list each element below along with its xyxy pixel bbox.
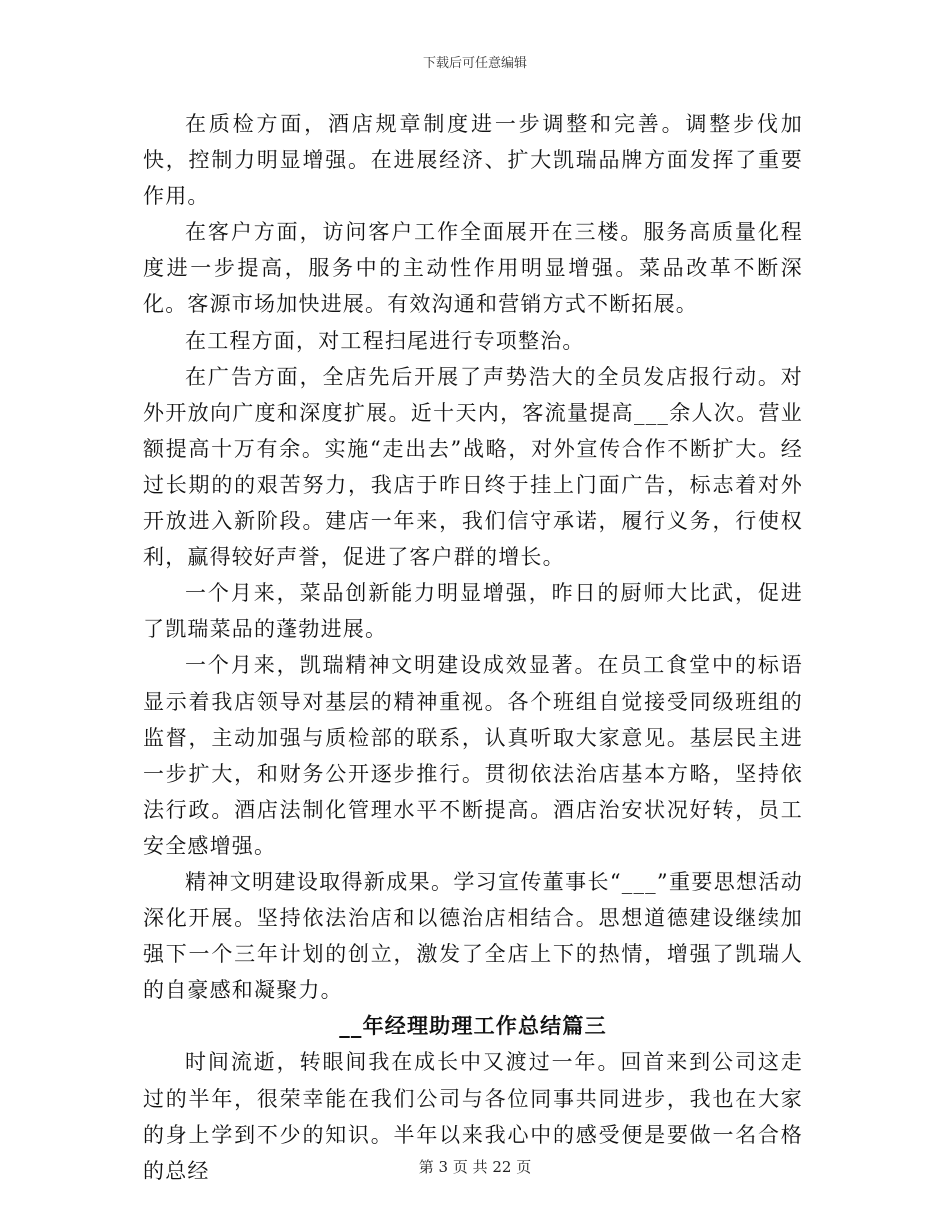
paragraph-civilization: 一个月来，凯瑞精神文明建设成效显著。在员工食堂中的标语显示着我店领导对基层的精神重视。各个班组自觉接受同级班组的监督，主动加强与质检部的联系，认真听取大家意见。基层民主进一步扩大，和财务公开逐步推行。贯彻依法治店基本方略，坚持依法行政。酒店法制化管理水平不断提高。酒店治安状况好转，员工安全感增强。	[143, 653, 803, 858]
paragraph-quality-inspection: 在质检方面，酒店规章制度进一步调整和完善。调整步伐加快，控制力明显增强。在进展经济、扩大凯瑞品牌方面发挥了重要作用。	[143, 112, 803, 209]
paragraph-achievements: 精神文明建设取得新成果。学习宣传董事长“___”重要思想活动深化开展。坚持依法治店和以德治店相结合。思想道德建设继续加强下一个三年计划的创立，激发了全店上下的热情，增强了凯瑞人的自豪感和凝聚力。	[143, 869, 803, 1003]
section-title: __年经理助理工作总结篇三	[339, 1014, 607, 1039]
section-paragraph: 时间流逝，转眼间我在成长中又渡过一年。回首来到公司这走过的半年，很荣幸能在我们公司与各位同事共同进步，我也在大家的身上学到不少的知识。半年以来我心中的感受便是要做一名合格的总经	[143, 1050, 803, 1183]
page-number: 第 3 页 共 22 页	[418, 1158, 532, 1176]
paragraph-dishes: 一个月来，菜品创新能力明显增强，昨日的厨师大比武，促进了凯瑞菜品的蓬勃进展。	[143, 581, 803, 642]
paragraph-customers: 在客户方面，访问客户工作全面展开在三楼。服务高质量化程度进一步提高，服务中的主动性作用明显增强。菜品改革不断深化。客源市场加快进展。有效沟通和营销方式不断拓展。	[143, 220, 803, 317]
paragraph-advertising: 在广告方面，全店先后开展了声势浩大的全员发店报行动。对外开放向广度和深度扩展。近十天内，客流量提高___余人次。营业额提高十万有余。实施“走出去”战略，对外宣传合作不断扩大。经过长期的的艰苦努力，我店于昨日终于挂上门面广告，标志着对外开放进入新阶段。建店一年来，我们信守承诺，履行义务，行使权利，赢得较好声誉，促进了客户群的增长。	[143, 364, 803, 570]
document-body	[143, 106, 803, 1189]
page-header: 下载后可任意编辑	[422, 56, 527, 71]
paragraph-engineering: 在工程方面，对工程扫尾进行专项整治。	[185, 328, 585, 353]
